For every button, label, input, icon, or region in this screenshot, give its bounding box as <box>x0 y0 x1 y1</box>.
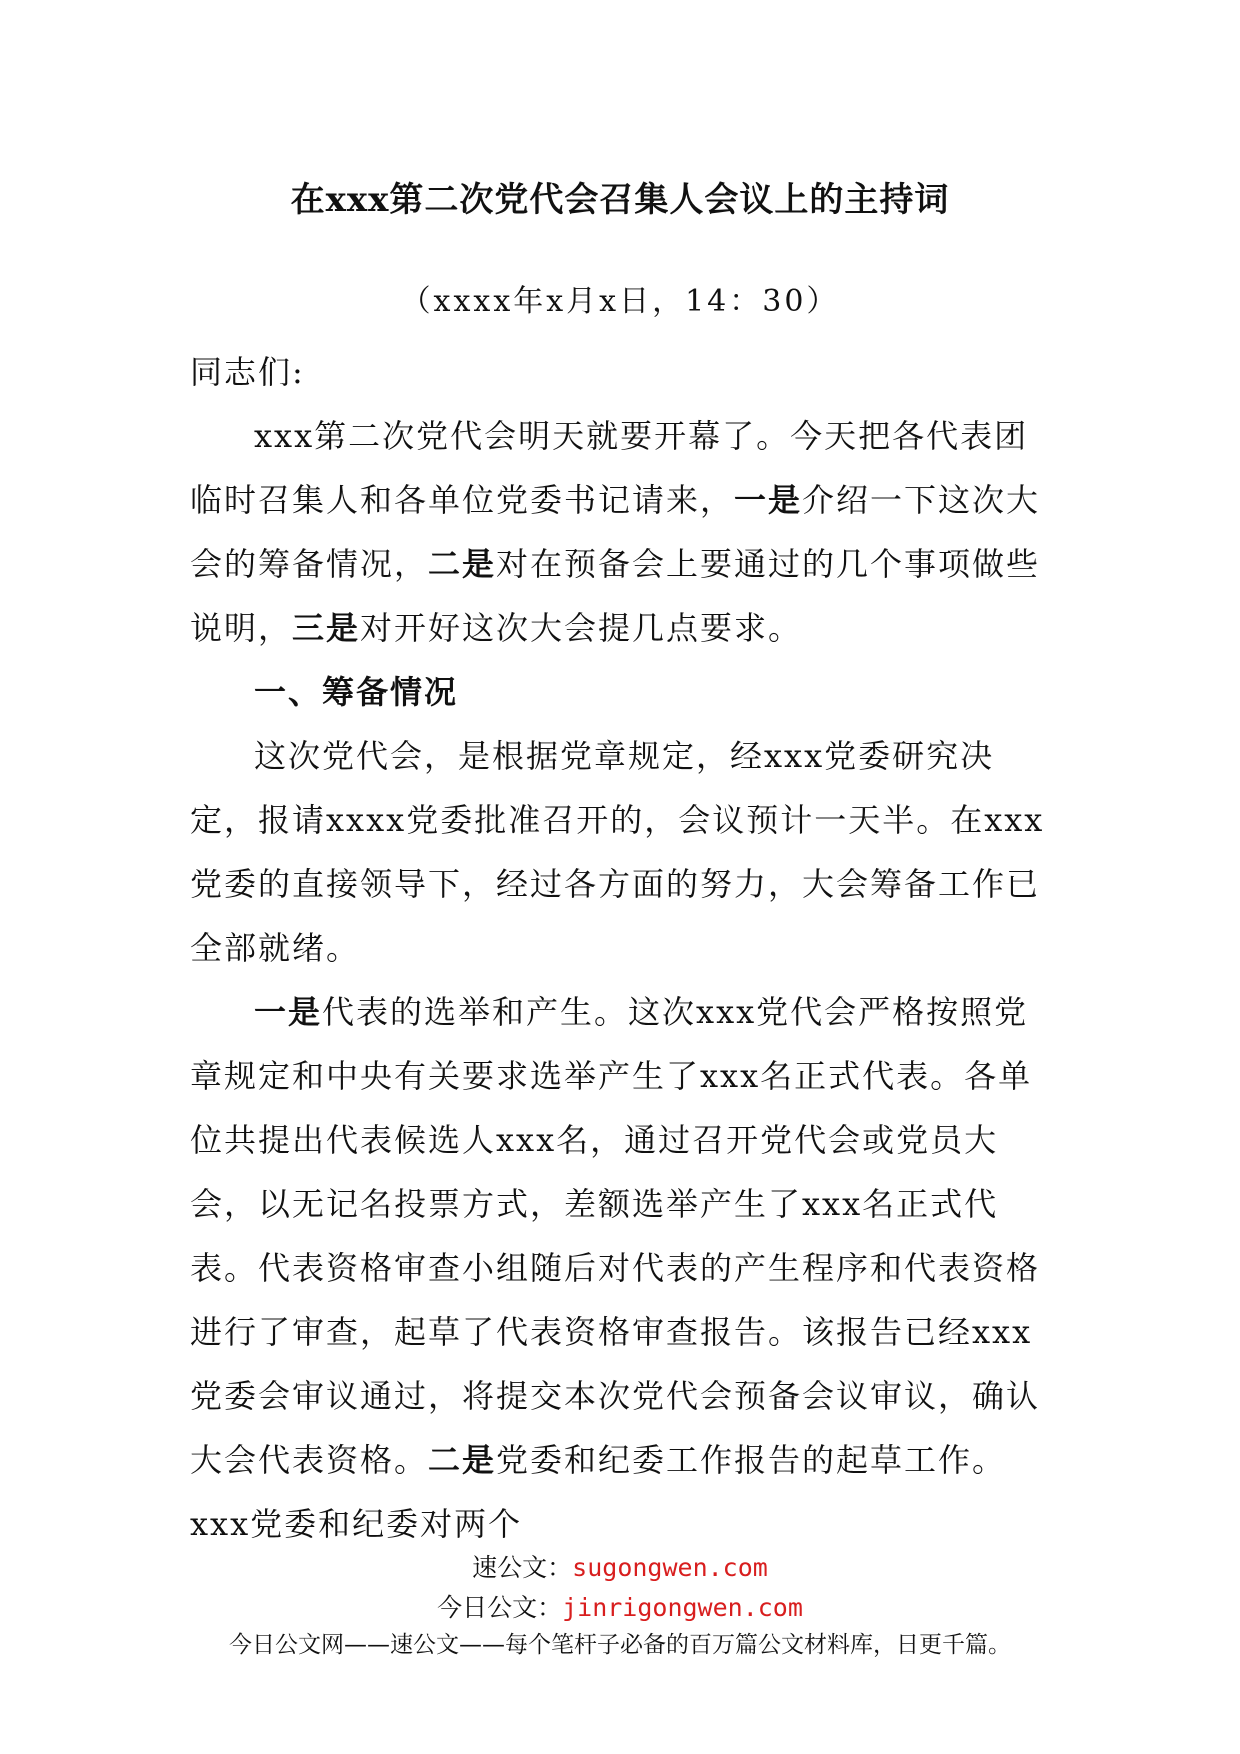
paragraph-delegates <box>190 980 1058 1556</box>
document-date: （xxxx年x月x日，14：30） <box>400 284 840 319</box>
document-title: 在xxx第二次党代会召集人会议上的主持词 <box>290 180 950 220</box>
bold-marker: 二是 <box>428 545 497 583</box>
footer-label: 速公文： <box>472 1553 573 1582</box>
footer-line-jinrigongwen <box>0 1588 1240 1624</box>
paragraph-intro <box>190 404 1058 660</box>
sugongwen-link[interactable]: sugongwen.com <box>572 1553 768 1582</box>
footer-line-sugongwen <box>0 1548 1240 1584</box>
text-run: 党委和纪委工作报告的起草工作。xxx党委和纪委对两个 <box>190 1441 1007 1543</box>
salutation: 同志们: <box>190 353 305 391</box>
text-run: 对在预备会上要通过的几个事项做些说明， <box>190 545 1041 647</box>
footer-label: 今日公文： <box>437 1593 563 1622</box>
jinrigongwen-link[interactable]: jinrigongwen.com <box>562 1593 803 1622</box>
footer-slogan: 今日公文网——速公文——每个笔杆子必备的百万篇公文材料库，日更千篇。 <box>229 1632 1011 1658</box>
paragraph-preparation: 这次党代会，是根据党章规定，经xxx党委研究决定，报请xxxx党委批准召开的，会议预计一天半。在xxx党委的直接领导下，经过各方面的努力，大会筹备工作已全部就绪。 <box>190 737 1045 967</box>
section-heading: 一、筹备情况 <box>254 673 459 711</box>
bold-marker: 一是 <box>254 993 323 1031</box>
bold-marker: 二是 <box>428 1441 497 1479</box>
bold-marker: 三是 <box>292 609 361 647</box>
document-body <box>190 340 1058 1556</box>
bold-marker: 一是 <box>734 481 803 519</box>
text-run: 代表的选举和产生。这次xxx党代会严格按照党章规定和中央有关要求选举产生了xxx名正式代表。各单位共提出代表候选人xxx名，通过召开党代会或党员大会，以无记名投票方式，差额选举产生了xxx名正式代表。代表资格审查小组随后对代表的产生程序和代表资格进行了审查，起草了代表资格审查报告。该报告已经xxx党委会审议通过，将提交本次党代会预备会议审议，确认大会代表资格。 <box>190 993 1041 1479</box>
text-run: 对开好这次大会提几点要求。 <box>360 609 803 647</box>
text-run: 介绍一下这次大会的筹备情况， <box>190 481 1041 583</box>
text-run: xxx第二次党代会明天就要开幕了。今天把各代表团临时召集人和各单位党委书记请来， <box>190 417 1029 519</box>
